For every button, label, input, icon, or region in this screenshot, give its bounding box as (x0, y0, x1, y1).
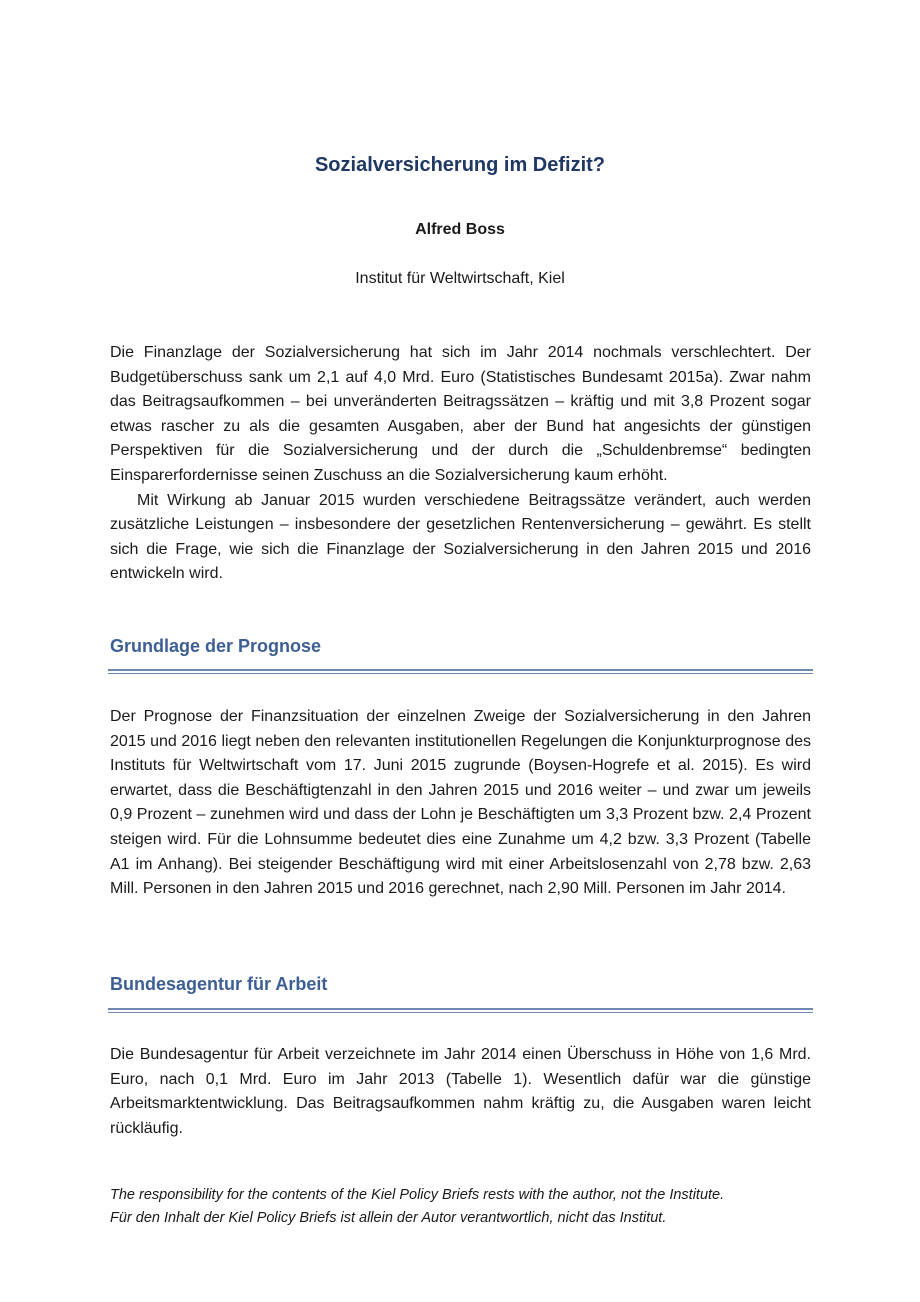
intro-paragraph-1: Die Finanzlage der Sozialversicherung hat sich im Jahr 2014 nochmals verschlechtert. Der Budgetüberschuss sank um 2,1 auf 4,0 Mrd. Euro (Statistisches Bundesamt 2015a). Zwar nahm das Beitragsaufkommen – bei unveränderten Beitragssätzen – kräftig und mit 3,8 Prozent sogar etwas rascher zu als die gesamten Ausgaben, aber der Bund hat angesichts der günstigen Perspektiven für die Sozialversicherung und der durch die „Schuldenbremse“ bedingten Einsparerfordernisse seinen Zuschuss an die Sozialversicherung kaum erhöht. (110, 344, 811, 484)
disclaimer (110, 1184, 724, 1230)
author-affiliation: Institut für Weltwirtschaft, Kiel (355, 270, 565, 287)
intro-paragraph-2: Mit Wirkung ab Januar 2015 wurden verschiedene Beitragssätze verändert, auch werden zusätzliche Leistungen – insbesondere der gesetzlichen Rentenversicherung – gewährt. Es stellt sich die Frage, wie sich die Finanzlage der Sozialversicherung in den Jahren 2015 und 2016 entwickeln wird. (110, 491, 811, 583)
section-heading-grundlage: Grundlage der Prognose (110, 636, 322, 656)
section-grundlage-paragraph: Der Prognose der Finanzsituation der einzelnen Zweige der Sozialversicherung in den Jahren 2015 und 2016 liegt neben den relevanten institutionellen Regelungen die Konjunkturprognose des Instituts für Weltwirtschaft vom 17. Juni 2015 zugrunde (Boysen-Hogrefe et al. 2015). Es wird erwartet, dass die Beschäftigtenzahl in den Jahren 2015 und 2016 weiter – und zwar um jeweils 0,9 Prozent – zunehmen wird und dass der Lohn je Beschäftigten um 3,3 Prozent bzw. 2,4 Prozent steigen wird. Für die Lohnsumme bedeutet dies eine Zunahme um 4,2 bzw. 3,3 Prozent (Tabelle A1 im Anhang). Bei steigender Beschäftigung wird mit einer Arbeitslosenzahl von 2,78 bzw. 2,63 Mill. Personen in den Jahren 2015 und 2016 gerechnet, nach 2,90 Mill. Personen im Jahr 2014. (110, 708, 811, 898)
section-grundlage (110, 705, 811, 902)
section-bundesagentur (110, 1043, 811, 1141)
disclaimer-english: The responsibility for the contents of the Kiel Policy Briefs rests with the author, not the Institute. (110, 1187, 725, 1203)
section-divider (108, 1008, 813, 1013)
document-title: Sozialversicherung im Defizit? (314, 154, 606, 176)
intro-section (110, 341, 811, 587)
section-divider (108, 669, 813, 674)
disclaimer-german: Für den Inhalt der Kiel Policy Briefs ist allein der Autor verantwortlich, nicht das Institut. (110, 1210, 667, 1226)
section-heading-bundesagentur: Bundesagentur für Arbeit (110, 974, 328, 994)
section-bundesagentur-paragraph: Die Bundesagentur für Arbeit verzeichnete im Jahr 2014 einen Überschuss in Höhe von 1,6 Mrd. Euro, nach 0,1 Mrd. Euro im Jahr 2013 (Tabelle 1). Wesentlich dafür war die günstige Arbeitsmarktentwicklung. Das Beitragsaufkommen nahm kräftig zu, die Ausgaben waren leicht rückläufig. (110, 1046, 811, 1137)
author-name: Alfred Boss (415, 221, 505, 238)
